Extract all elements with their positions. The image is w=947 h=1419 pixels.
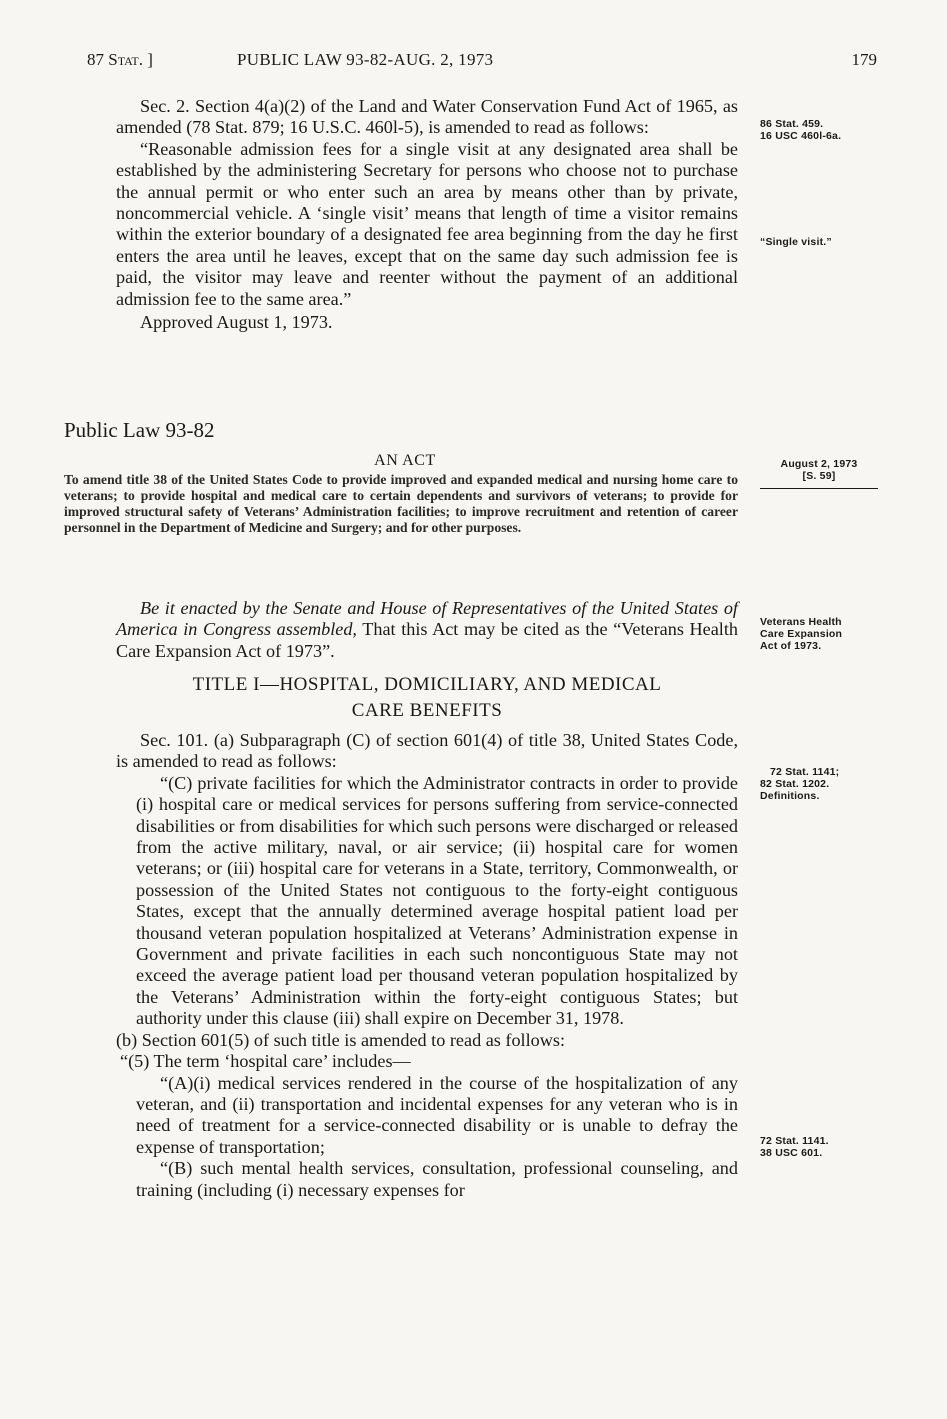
sec101-c: “(C) private facilities for which the Administrator contracts in order to provide (i) hospital care or medical services for persons suffering from service-connected disabilities or from disabilities for which such persons were discharged or released from the active military, naval, or air service; (ii) hospital care for women veterans; or (iii) hospital care for veterans in a State, territory, Commonwealth, or possession of the United States not contiguous to the forty-eight contiguous States, except that the annually determined average hospital patient load per thousand veteran population hospitalized at Veterans’ Administration expense in Government and private facilities in each such noncontiguous State may not exceed the average patient load per thousand veteran population hospitalized by the Veterans’ Administration within the forty-eight contiguous States; but authority under this clause (iii) shall expire on December 31, 1978. <box>136 772 738 1029</box>
section-2 <box>116 96 738 333</box>
sec101-a: Sec. 101. (a) Subparagraph (C) of section 601(4) of title 38, United States Code, is amended to read as follows: <box>116 730 738 772</box>
volume-ref: 87 Stat. ] <box>87 50 153 69</box>
margin-rule <box>760 488 878 489</box>
margin-note-date: August 2, 1973 [S. 59] <box>780 458 858 482</box>
margin-note-stat: 86 Stat. 459. 16 USC 460l-6a. <box>760 118 842 142</box>
sec2-quote: “Reasonable admission fees for a single visit at any designated area shall be established by the administering Secretary for persons who choose not to purchase the annual permit or who enter such an area by means other than by private, noncommercial vehicle. A ‘single visit’ means that length of time a visitor remains within the exterior boundary of a designated fee area beginning from the day he first enters the area until he leaves, except that on the same day such admission fee is paid, the visitor may leave and reenter without the payment of an additional admission fee to the same area.” <box>116 138 738 309</box>
margin-note-single-visit: “Single visit.” <box>760 236 832 248</box>
sec101-b: (b) Section 601(5) of such title is amended to read as follows: <box>116 1029 566 1050</box>
margin-note-definitions: 72 Stat. 1141; 82 Stat. 1202. Definitions. <box>760 766 840 802</box>
sec101-five: “(5) The term ‘hospital care’ includes— <box>120 1051 411 1072</box>
margin-note-601: 72 Stat. 1141. 38 USC 601. <box>760 1135 829 1159</box>
running-head <box>87 50 877 70</box>
sec101-B: “(B) such mental health services, consultation, professional counseling, and training (including (i) necessary expenses for <box>136 1158 738 1200</box>
enacting-clause <box>116 598 738 662</box>
an-act-heading: AN ACT <box>374 452 436 469</box>
sec101-A: “(A)(i) medical services rendered in the course of the hospitalization of any veteran, and (ii) transportation and incidental expenses for any veteran who is in need of treatment for a service-connected disability or is unable to defray the expense of transportation; <box>136 1072 738 1157</box>
approved-line: Approved August 1, 1973. <box>140 312 333 333</box>
page-number: 179 <box>851 50 877 69</box>
margin-note-short-title: Veterans Health Care Expansion Act of 1973. <box>760 616 843 652</box>
act-description: To amend title 38 of the United States Code to provide improved and expanded medical and nursing home care to veterans; to provide hospital and medical care to certain dependents and survivors of veterans; to provide for improved structural safety of Veterans’ Administration facilities; to improve recruitment and retention of career personnel in the Department of Medicine and Surgery; and for other purposes. <box>64 472 738 535</box>
section-101 <box>116 730 738 1201</box>
enacting-italic: Be it enacted by the Senate and House of Representatives of the United States of America in Congress assembled, <box>116 598 738 640</box>
law-title: PUBLIC LAW 93-82-AUG. 2, 1973 <box>237 50 494 69</box>
enacting-rest: That this Act may be cited as the “Veterans Health Care Expansion Act of 1973”. <box>116 619 738 661</box>
public-law-heading: Public Law 93-82 <box>64 418 215 442</box>
title-one-heading: TITLE I—HOSPITAL, DOMICILIARY, AND MEDICAL CARE BENEFITS <box>192 674 662 721</box>
sec2-text: Sec. 2. Section 4(a)(2) of the Land and Water Conservation Fund Act of 1965, as amended (78 Stat. 879; 16 U.S.C. 460l-5), is amended to read as follows: <box>116 96 738 138</box>
